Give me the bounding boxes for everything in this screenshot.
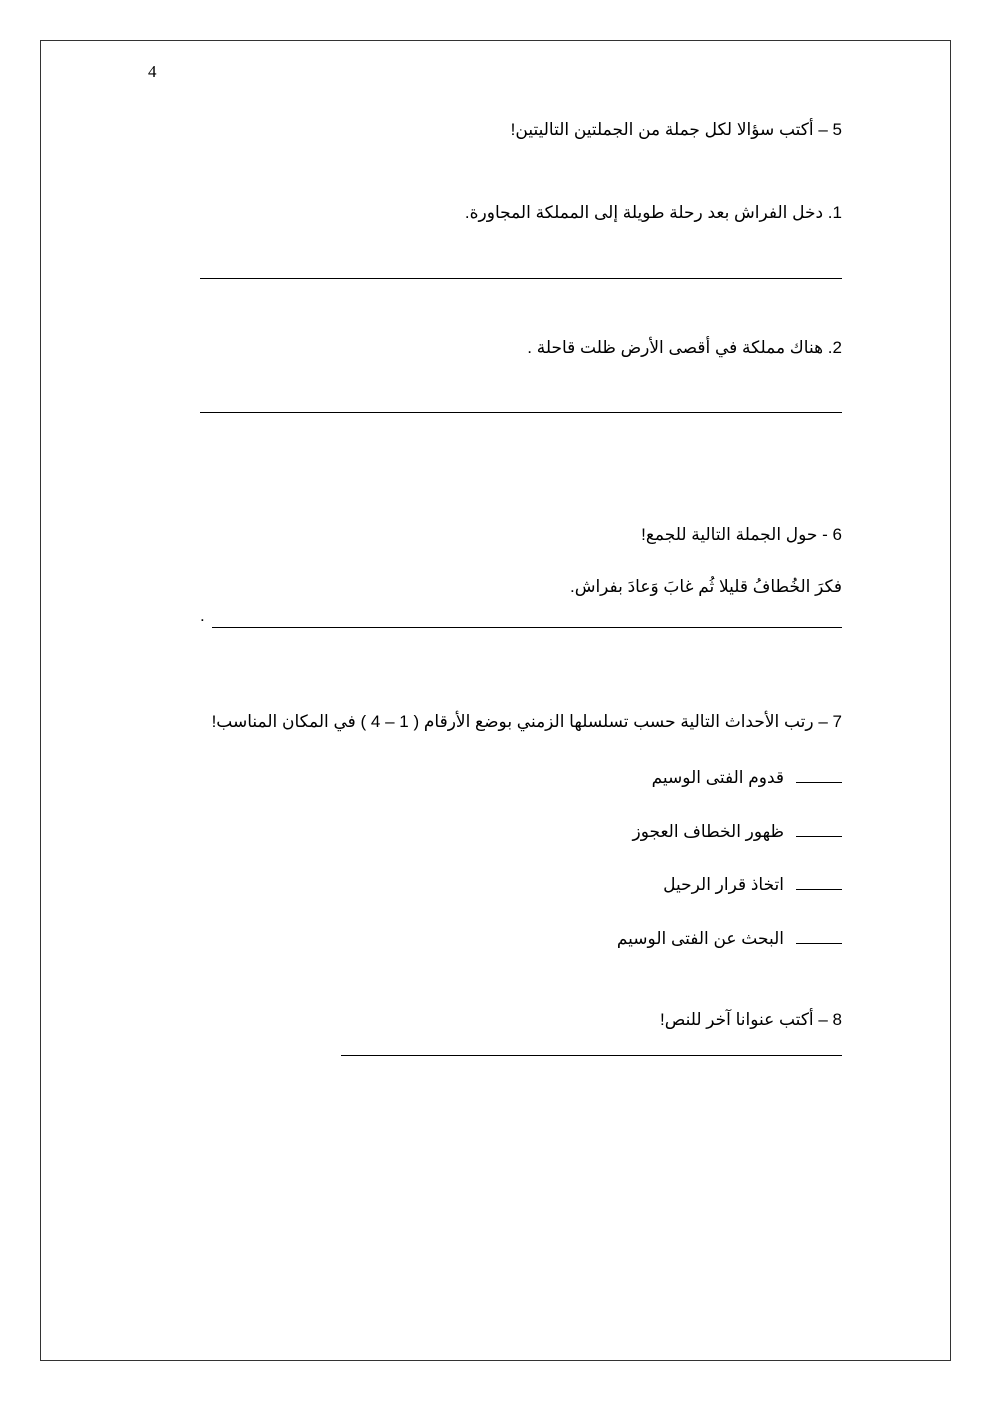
- question-6-sentence: فكرَ الخُطافُ قليلا ثُم غابَ وَعادَ بفراش.: [569, 577, 842, 596]
- question-5-item-1: 1. دخل الفراش بعد رحلة طويلة إلى المملكة المجاورة.: [464, 203, 842, 222]
- answer-line-8[interactable]: [341, 1055, 842, 1056]
- question-5-item-2: 2. هناك مملكة في أقصى الأرض ظلت قاحلة .: [527, 338, 842, 357]
- answer-line-5-1[interactable]: [200, 278, 842, 279]
- question-8-title: 8 – أكتب عنوانا آخر للنص!: [660, 1010, 842, 1029]
- event-item-3: [663, 875, 842, 895]
- event-blank-1[interactable]: [796, 768, 842, 783]
- answer-line-end-mark: .: [200, 606, 205, 625]
- answer-line-5-2[interactable]: [200, 412, 842, 413]
- event-item-2: [633, 822, 843, 842]
- question-6-title: 6 - حول الجملة التالية للجمع!: [641, 525, 842, 544]
- event-item-4: [617, 929, 842, 949]
- page-border: [40, 40, 951, 1361]
- event-blank-2[interactable]: [796, 822, 842, 837]
- event-item-1: [652, 768, 842, 788]
- question-7-title: 7 – رتب الأحداث التالية حسب تسلسلها الزمني بوضع الأرقام ( 1 – 4 ) في المكان المناسب!: [211, 712, 842, 731]
- page-number: 4: [148, 62, 157, 81]
- question-5-title: 5 – أكتب سؤالا لكل جملة من الجملتين التاليتين!: [510, 120, 842, 139]
- event-blank-3[interactable]: [796, 875, 842, 890]
- event-label-2: ظهور الخطاف العجوز: [632, 822, 784, 841]
- answer-line-6[interactable]: [212, 627, 842, 628]
- event-label-3: اتخاذ قرار الرحيل: [663, 875, 784, 894]
- event-blank-4[interactable]: [796, 929, 842, 944]
- event-label-4: البحث عن الفتى الوسيم: [616, 929, 784, 948]
- event-label-1: قدوم الفتى الوسيم: [651, 768, 784, 787]
